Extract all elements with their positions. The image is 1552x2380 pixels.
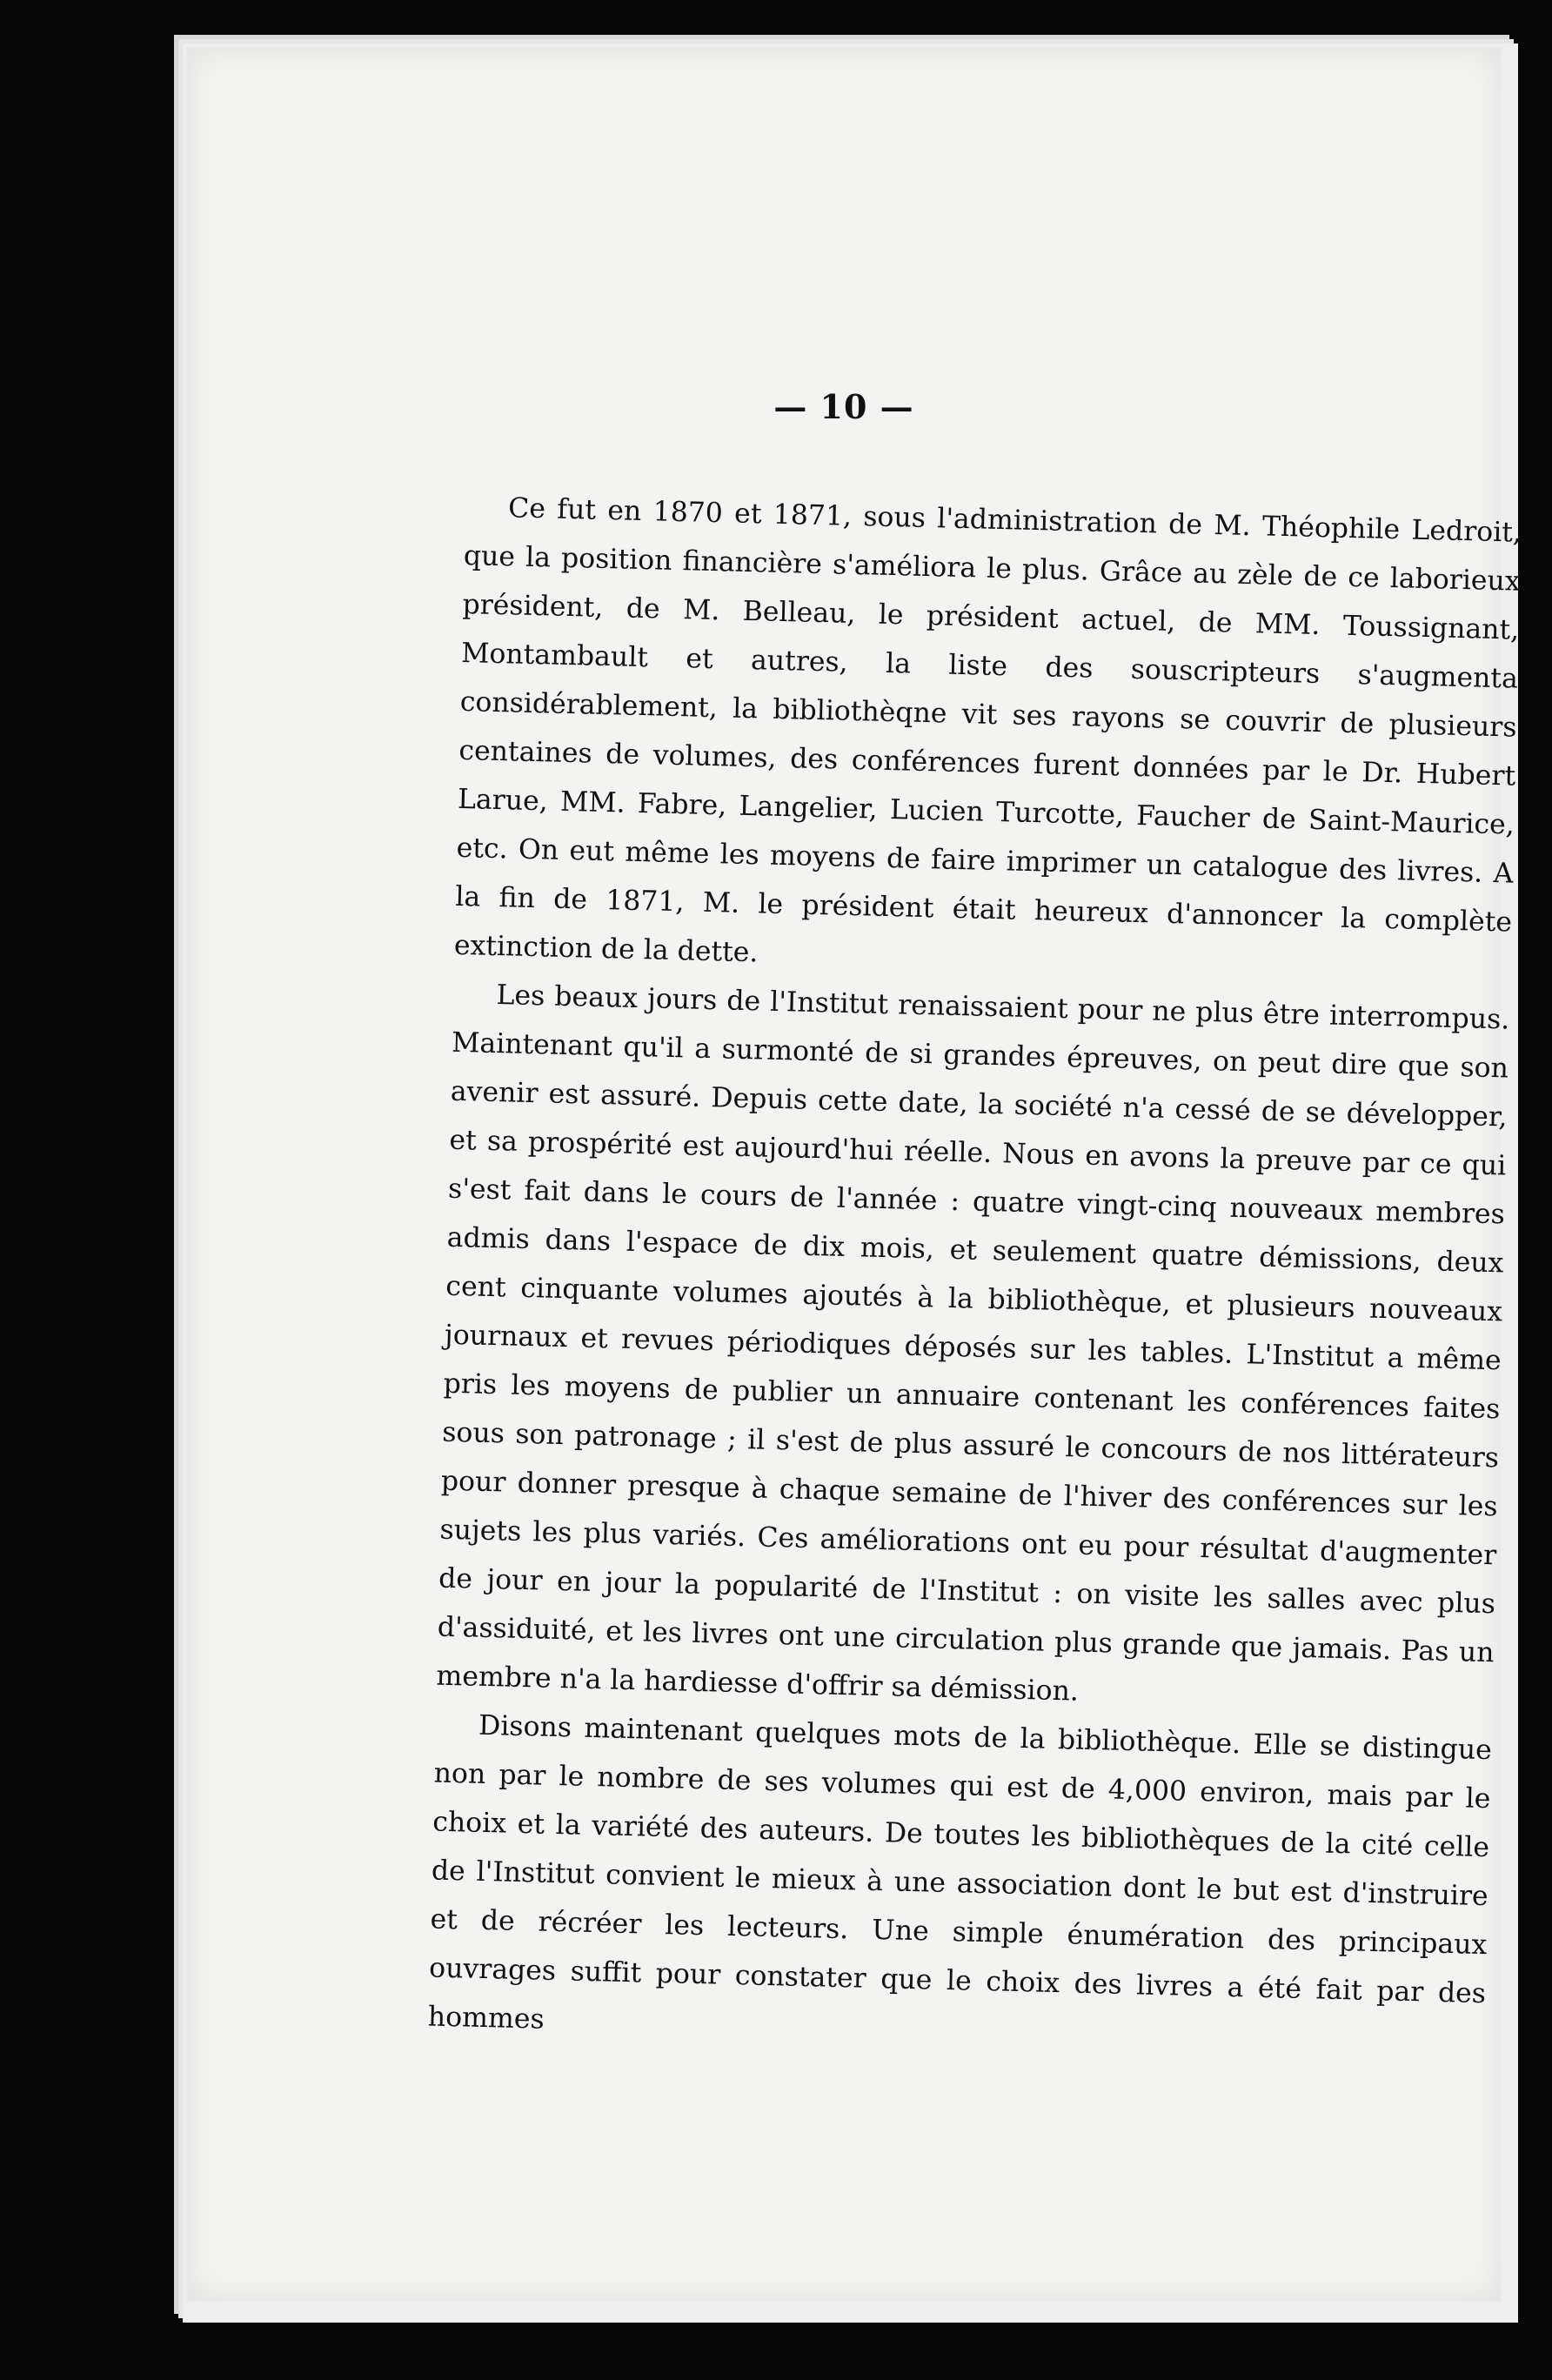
book-page <box>187 48 1522 2301</box>
body-text <box>427 483 1522 2067</box>
page-number: — 10 — <box>773 387 914 426</box>
paragraph-1: Ce fut en 1870 et 1871, sous l'administration de M. Théophile Ledroit, que la position financière s'améliora le plus. Grâce au zèle de ce laborieux président, de M. Belleau, le président actuel, de MM. Toussignant, Montambault et autres, la liste des souscripteurs s'augmenta considérablement, la bibliothèqne vit ses rayons se couvrir de plusieurs centaines de volumes, des conférences furent données par le Dr. Hubert Larue, MM. Fabre, Langelier, Lucien Turcotte, Faucher de Saint-Maurice, etc. On eut même les moyens de faire imprimer un catalogue des livres. A la fin de 1871, M. le président était heureux d'annoncer la complète extinction de la dette. <box>453 492 1522 969</box>
paragraph-2: Les beaux jours de l'Institut renaissaient pour ne plus être interrompus. Maintenant qu'il a surmonté de si grandes épreuves, on peut dire que son avenir est assuré. Depuis cette date, la société n'a cessé de se développer, et sa prospérité est aujourd'hui réelle. Nous en avons la preuve par ce qui s'est fait dans le cours de l'année : quatre vingt-cinq nouveaux membres admis dans l'espace de dix mois, et seulement quatre démissions, deux cent cinquante volumes ajoutés à la bibliothèque, et plusieurs nouveaux journaux et revues périodiques déposés sur les tables. L'Institut a même pris les moyens de publier un annuaire contenant les conférences faites sous son patronage ; il s'est de plus assuré le concours de nos littérateurs pour donner presque à chaque semaine de l'hiver des conférences sur les sujets les plus variés. Ces améliorations ont eu pour résultat d'augmenter de jour en jour la popularité de l'Institut : on visite les salles avec plus d'assiduité, et les livres ont une circulation plus grande que jamais. Pas un membre n'a la hardiesse d'offrir sa démission. <box>436 979 1510 1708</box>
paragraph-3: Disons maintenant quelques mots de la bibliothèque. Elle se distingue non par le nombre de ses volumes qui est de 4,000 environ, mais par le choix et la variété des auteurs. De toutes les bibliothèques de la cité celle de l'Institut convient le mieux à une association dont le but est d'instruire et de récréer les lecteurs. Une simple énumération des principaux ouvrages suffit pour constater que le choix des livres a été fait par des hommes <box>427 1709 1493 2036</box>
